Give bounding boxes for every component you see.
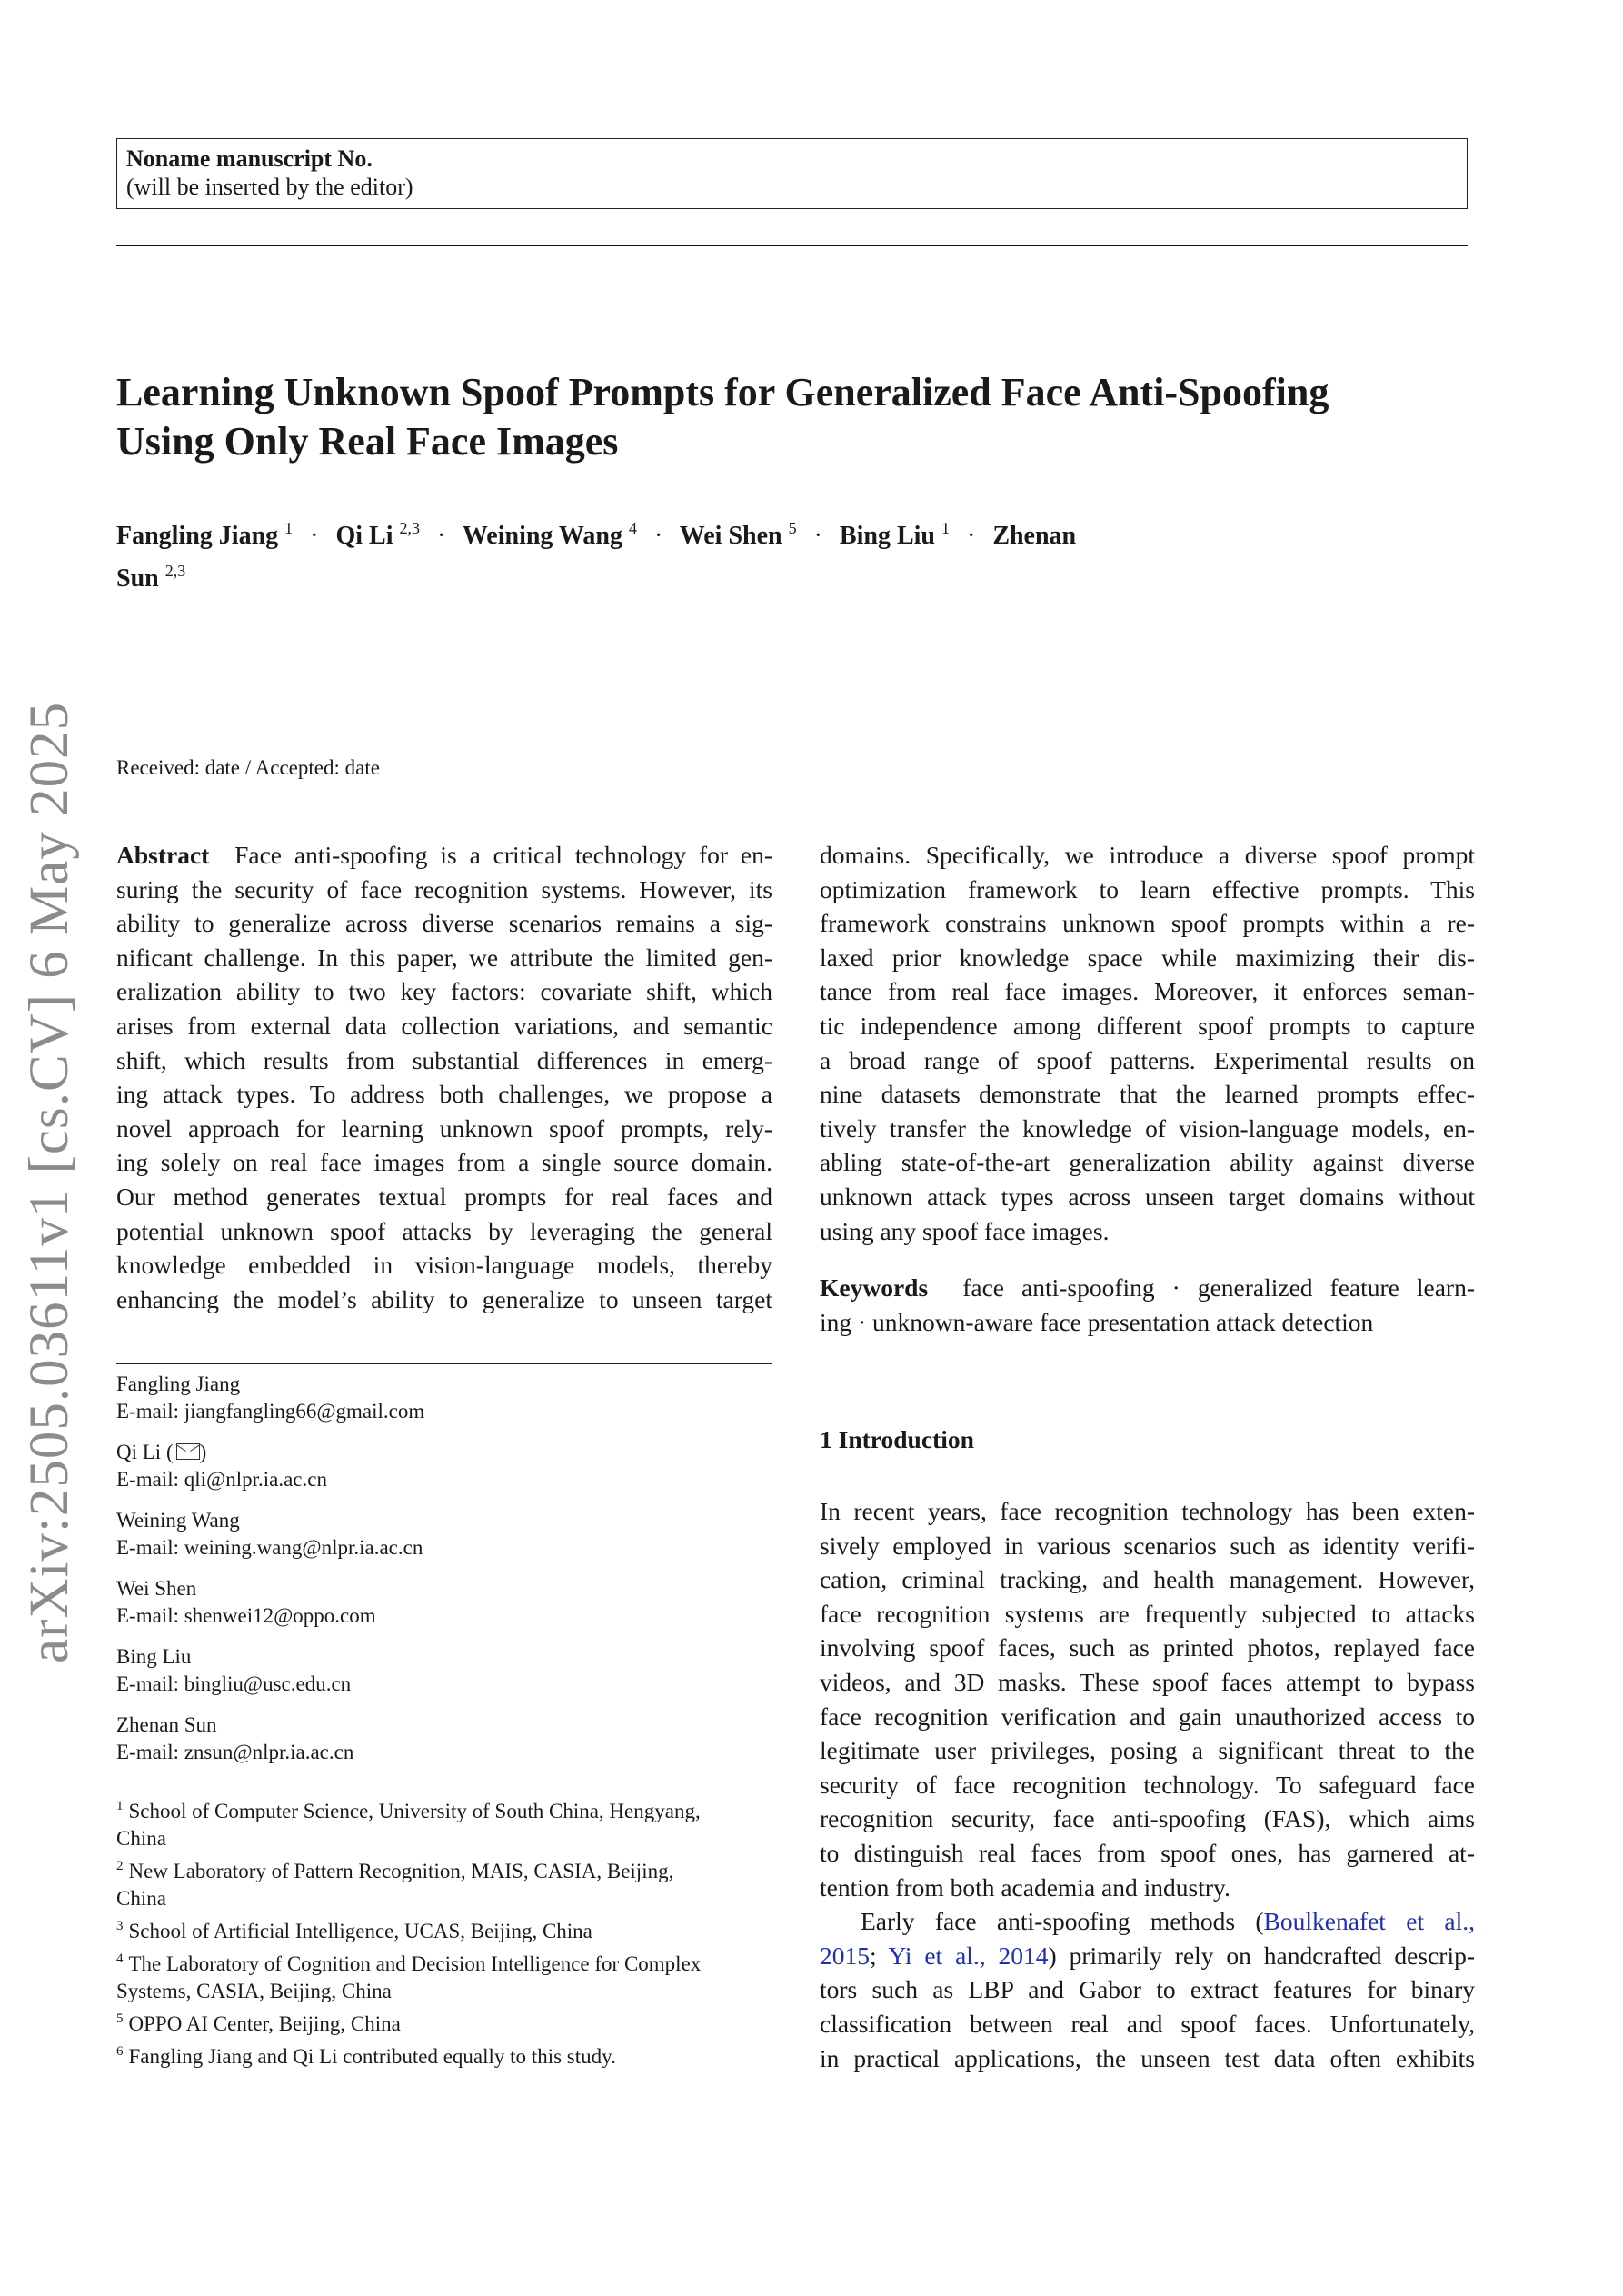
body-line: In recent years, face recognition technology has been exten-: [820, 1497, 1475, 1525]
abstract-line: using any spoof face images.: [820, 1216, 1110, 1245]
author-separator: ·: [437, 522, 446, 550]
abstract-line: framework constrains unknown spoof prompts within a re-: [820, 909, 1475, 938]
author-name: Bing Liu: [839, 522, 935, 550]
abstract-line: arises from external data collection variations, and semantic: [116, 1011, 772, 1040]
author-affil-sup: 2,3: [164, 562, 186, 580]
abstract-line: eralization ability to two key factors: covariate shift, which: [116, 977, 772, 1006]
affiliation-text: The Laboratory of Cognition and Decision Intelligence for Complex: [128, 1952, 702, 1975]
contact-name-row: [116, 1439, 772, 1466]
abstract-label: Abstract: [116, 841, 210, 869]
author-line-2: [116, 554, 1152, 596]
body-line: [820, 1939, 1475, 1973]
contact-name: Zhenan Sun: [116, 1713, 217, 1736]
body-line: classification between real and spoof faces. Unfortunately,: [820, 2009, 1475, 2038]
arxiv-stamp: arXiv:2505.03611v1 [cs.CV] 6 May 2025: [19, 701, 80, 1663]
author-name: Zhenan: [992, 522, 1077, 550]
author-affil-sup: 1: [284, 519, 294, 537]
author-name: Wei Shen: [679, 522, 782, 550]
affiliation-list: [116, 1792, 772, 2071]
body-text: Early face anti-spoofing methods (: [861, 1907, 1264, 1936]
body-line: face recognition systems are frequently subjected to attacks: [820, 1599, 1475, 1628]
manuscript-number: Noname manuscript No.: [126, 145, 373, 172]
contact-entry: [116, 1507, 772, 1562]
contact-entry: [116, 1575, 772, 1630]
contact-name: Bing Liu: [116, 1645, 192, 1668]
affiliation-text: OPPO AI Center, Beijing, China: [128, 2012, 401, 2035]
author-separator: ·: [966, 522, 976, 550]
contact-email[interactable]: E-mail: bingliu@usc.edu.cn: [116, 1672, 352, 1695]
abstract-line: Our method generates textual prompts for real faces and: [116, 1182, 772, 1211]
abstract-line: ing attack types. To address both challenges, we propose a: [116, 1080, 772, 1109]
body-line: involving spoof faces, such as printed photos, replayed face: [820, 1633, 1475, 1662]
body-line: recognition security, face anti-spoofing (FAS), which aims: [820, 1804, 1475, 1833]
header-rule: [116, 245, 1468, 246]
keywords-label: Keywords: [820, 1273, 929, 1302]
author-name: Sun: [116, 564, 159, 593]
affiliation-number: 3: [116, 1919, 124, 1933]
abstract-line: enhancing the model’s ability to generalize to unseen target: [116, 1284, 772, 1313]
body-line: tors such as LBP and Gabor to extract features for binary: [820, 1975, 1475, 2004]
keywords: [820, 1271, 1475, 1339]
abstract-line: domains. Specifically, we introduce a diverse spoof prompt: [820, 841, 1475, 869]
abstract-line: abling state-of-the-art generalization ability against diverse: [820, 1148, 1475, 1177]
abstract-line: potential unknown spoof attacks by leveraging the general: [116, 1216, 772, 1245]
keywords-line: ing · unknown-aware face presentation attack detection: [820, 1307, 1374, 1336]
manuscript-box: [116, 138, 1468, 209]
citation-link[interactable]: Yi et al., 2014: [888, 1941, 1049, 1970]
contact-name: Weining Wang: [116, 1509, 240, 1532]
abstract-line: [116, 838, 772, 873]
affiliation-text: New Laboratory of Pattern Recognition, MAIS, CASIA, Beijing,: [128, 1860, 674, 1882]
contact-name: Fangling Jiang: [116, 1373, 241, 1395]
contact-entry: [116, 1712, 772, 1766]
affiliation-item: [116, 1852, 772, 1885]
citation-separator: ;: [870, 1941, 889, 1970]
author-affil-sup: 1: [941, 519, 950, 537]
abstract-line: tively transfer the knowledge of vision-language models, en-: [820, 1113, 1475, 1143]
author-separator: ·: [813, 522, 822, 550]
received-date: Received: date / Accepted: date: [116, 756, 380, 779]
author-affil-sup: 2,3: [399, 519, 421, 537]
abstract-line: optimization framework to learn effective prompts. This: [820, 874, 1475, 903]
abstract-line: novel approach for learning unknown spoof prompts, rely-: [116, 1113, 772, 1143]
abstract-line: tic independence among different spoof prompts to capture: [820, 1011, 1475, 1040]
contact-name: Qi Li: [116, 1441, 162, 1463]
author-list: [116, 511, 1152, 596]
abstract-right-column: [820, 838, 1475, 1248]
author-affil-sup: 5: [788, 519, 797, 537]
contact-entry: [116, 1371, 772, 1425]
body-line: to distinguish real faces from spoof ones, has garnered at-: [820, 1838, 1475, 1867]
abstract-line: knowledge embedded in vision-language models, thereby: [116, 1251, 772, 1280]
affiliation-number: 4: [116, 1952, 124, 1966]
introduction-body: [820, 1494, 1475, 2075]
affiliation-number: 2: [116, 1859, 124, 1873]
contact-email[interactable]: E-mail: shenwei12@oppo.com: [116, 1604, 376, 1627]
affiliation-item: [116, 2005, 772, 2038]
body-line: security of face recognition technology. To safeguard face: [820, 1770, 1475, 1799]
affiliation-continuation: Systems, CASIA, Beijing, China: [116, 1980, 392, 2002]
affiliation-text: School of Artificial Intelligence, UCAS, Beijing, China: [128, 1920, 592, 1942]
body-line: tention from both academia and industry.: [820, 1872, 1230, 1902]
abstract-left-column: [116, 838, 772, 1316]
affiliation-number: 1: [116, 1799, 124, 1813]
abstract-line: nine datasets demonstrate that the learned prompts effec-: [820, 1080, 1475, 1109]
citation-link[interactable]: 2015: [820, 1941, 870, 1970]
title-line-2: Using Only Real Face Images: [116, 419, 619, 464]
body-line: in practical applications, the unseen test data often exhibits: [820, 2043, 1475, 2072]
abstract-line: tance from real face images. Moreover, it enforces seman-: [820, 977, 1475, 1006]
abstract-line: shift, which results from substantial differences in emerg-: [116, 1045, 772, 1074]
body-line: legitimate user privileges, posing a significant threat to the: [820, 1736, 1475, 1765]
contact-email[interactable]: E-mail: jiangfangling66@gmail.com: [116, 1400, 425, 1423]
abstract-text: Face anti-spoofing is a critical technology for en-: [234, 841, 773, 869]
author-affil-sup: 4: [628, 519, 637, 537]
keywords-text: face anti-spoofing · generalized feature learn-: [962, 1273, 1475, 1302]
manuscript-note: (will be inserted by the editor): [126, 174, 413, 200]
body-text: ) primarily rely on handcrafted descrip-: [1048, 1941, 1475, 1970]
body-line: face recognition verification and gain unauthorized access to: [820, 1702, 1475, 1731]
abstract-line: suring the security of face recognition systems. However, its: [116, 874, 772, 903]
abstract-line: laxed prior knowledge space while maximizing their dis-: [820, 943, 1475, 972]
contact-email[interactable]: E-mail: znsun@nlpr.ia.ac.cn: [116, 1741, 354, 1763]
contact-name: Wei Shen: [116, 1577, 197, 1600]
contact-email[interactable]: E-mail: weining.wang@nlpr.ia.ac.cn: [116, 1536, 423, 1559]
body-line: [820, 1904, 1475, 1939]
affiliation-item: [116, 2038, 772, 2071]
footnote-rule: [116, 1363, 772, 1364]
author-name: Weining Wang: [462, 522, 622, 550]
title-line-1: Learning Unknown Spoof Prompts for Generalized Face Anti-Spoofing: [116, 370, 1329, 414]
body-line: sively employed in various scenarios such as identity verifi-: [820, 1531, 1475, 1560]
author-separator: ·: [310, 522, 319, 550]
affiliation-number: 5: [116, 2011, 124, 2026]
paper-title: [116, 368, 1479, 466]
abstract-line: a broad range of spoof patterns. Experimental results on: [820, 1045, 1475, 1074]
author-line-1: [116, 511, 1152, 554]
citation-link[interactable]: Boulkenafet et al.,: [1263, 1907, 1475, 1936]
affiliation-text: Fangling Jiang and Qi Li contributed equally to this study.: [128, 2045, 616, 2068]
affiliation-continuation: China: [116, 1887, 166, 1910]
contact-entry: [116, 1439, 772, 1493]
keywords-line: [820, 1271, 1475, 1305]
author-name: Fangling Jiang: [116, 522, 279, 550]
author-contacts: [116, 1371, 772, 1780]
author-name: Qi Li: [335, 522, 393, 550]
body-line: videos, and 3D masks. These spoof faces attempt to bypass: [820, 1667, 1475, 1696]
section-heading: 1 Introduction: [820, 1425, 974, 1453]
affiliation-item: [116, 1792, 772, 1825]
affiliation-continuation: China: [116, 1827, 166, 1850]
abstract-line: unknown attack types across unseen target domains without: [820, 1182, 1475, 1211]
body-line: cation, criminal tracking, and health management. However,: [820, 1565, 1475, 1594]
contact-email[interactable]: E-mail: qli@nlpr.ia.ac.cn: [116, 1468, 327, 1491]
abstract-line: ing solely on real face images from a single source domain.: [116, 1148, 772, 1177]
contact-entry: [116, 1643, 772, 1698]
abstract-line: nificant challenge. In this paper, we attribute the limited gen-: [116, 943, 772, 972]
abstract-line: ability to generalize across diverse scenarios remains a sig-: [116, 909, 772, 938]
affiliation-item: [116, 1912, 772, 1945]
affiliation-number: 6: [116, 2044, 124, 2059]
author-separator: ·: [653, 522, 663, 550]
envelope-icon: ( ): [165, 1441, 207, 1463]
affiliation-text: School of Computer Science, University of South China, Hengyang,: [128, 1800, 701, 1822]
affiliation-item: [116, 1945, 772, 1978]
